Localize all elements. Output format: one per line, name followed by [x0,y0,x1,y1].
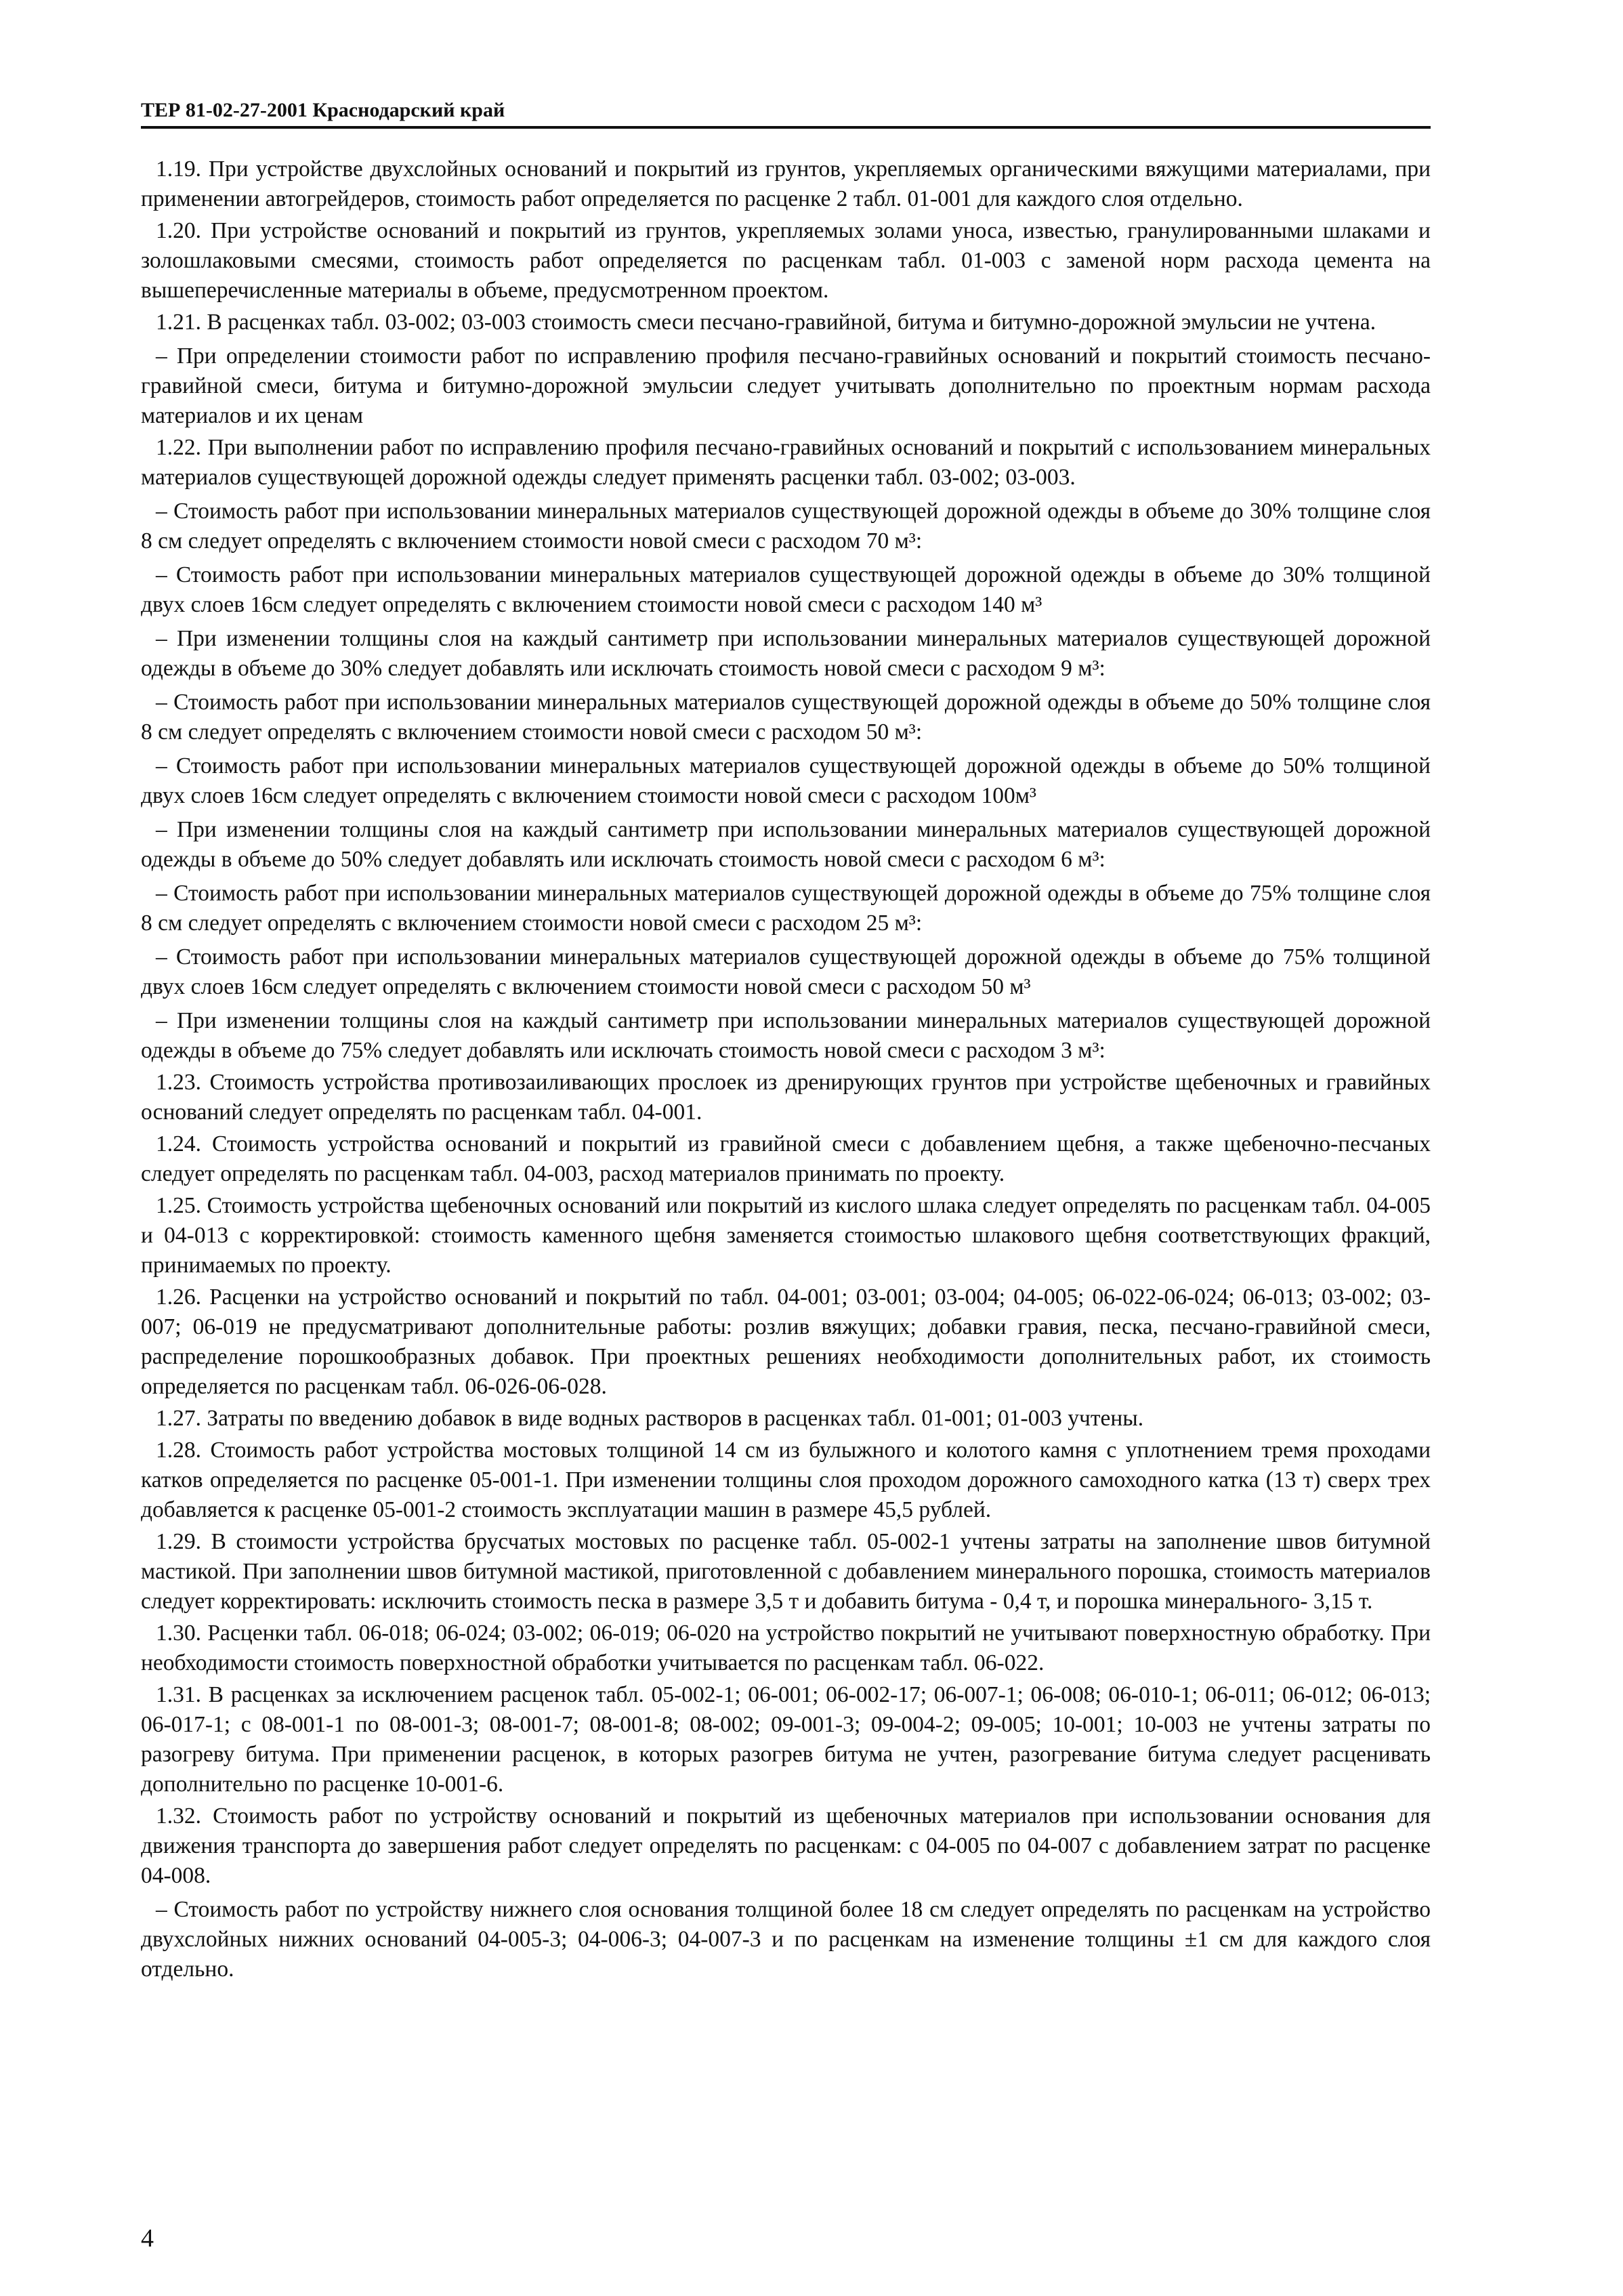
paragraph-1-23: 1.23. Стоимость устройства противозаиливающих прослоек из дренирующих грунтов при устройстве щебеночных и гравийных оснований следует определять по расценкам табл. 04-001. [141,1070,1431,1125]
paragraph-1-29: 1.29. В стоимости устройства брусчатых мостовых по расценке табл. 05-002-1 учтены затраты на заполнение швов битумной мастикой. При заполнении швов битумной мастикой, приготовленной с добавлением минерального порошка, стоимость материалов следует корректировать: исключить стоимость песка в размере 3,5 т и добавить битума - 0,4 т, и порошка минерального- 3,15 т. [141,1529,1431,1614]
dash-item: – Стоимость работ при использовании минеральных материалов существующей дорожной одежды в объеме до 30% толщине слоя 8 см следует определять с включением стоимости новой смеси с расходом 70 м³: [141,499,1431,554]
dash-item: – При изменении толщины слоя на каждый сантиметр при использовании минеральных материалов существующей дорожной одежды в объеме до 75% следует добавлять или исключать стоимость новой смеси с расходом 3 м³: [141,1008,1431,1063]
document-body [141,154,1431,1986]
page-number: 4 [141,2224,154,2253]
dash-item: – Стоимость работ при использовании минеральных материалов существующей дорожной одежды в объеме до 50% толщине слоя 8 см следует определять с включением стоимости новой смеси с расходом 50 м³: [141,690,1431,745]
dash-item: – Стоимость работ при использовании минеральных материалов существующей дорожной одежды в объеме до 75% толщиной двух слоев 16см следует определять с включением стоимости новой смеси с расходом 50 м³ [141,944,1431,999]
paragraph-1-27: 1.27. Затраты по введению добавок в виде водных растворов в расценках табл. 01-001; 01-003 учтены. [156,1406,1144,1431]
document-header: ТЕР 81-02-27-2001 Краснодарский край [141,99,505,121]
paragraph-1-25: 1.25. Стоимость устройства щебеночных оснований или покрытий из кислого шлака следует определять по расценкам табл. 04-005 и 04-013 с корректировкой: стоимость каменного щебня заменяется стоимостью шлакового щебня соответствующих фракций, принимаемых по проекту. [141,1193,1431,1278]
header-divider [141,126,1431,129]
paragraph-1-28: 1.28. Стоимость работ устройства мостовых толщиной 14 см из булыжного и колотого камня с уплотнением тремя проходами катков определяется по расценке 05-001-1. При изменении толщины слоя проходом дорожного самоходного катка (13 т) сверх трех добавляется к расценке 05-001-2 стоимость эксплуатации машин в размере 45,5 рублей. [141,1438,1431,1522]
dash-item: – Стоимость работ при использовании минеральных материалов существующей дорожной одежды в объеме до 75% толщине слоя 8 см следует определять с включением стоимости новой смеси с расходом 25 м³: [141,881,1431,936]
paragraph-1-31: 1.31. В расценках за исключением расценок табл. 05-002-1; 06-001; 06-002-17; 06-007-1; 06-008; 06-010-1; 06-011; 06-012; 06-013; 06-017-1; с 08-001-1 по 08-001-3; 08-001-7; 08-001-8; 08-002; 09-001-3; 09-004-2; 09-005; 10-001; 10-003 не учтены затраты по разогреву битума. При применении расценок, в которых разогрев битума не учтен, разогревание битума следует расценивать дополнительно по расценке 10-001-6. [141,1682,1431,1797]
paragraph-1-19: 1.19. При устройстве двухслойных оснований и покрытий из грунтов, укрепляемых органическими вяжущими материалами, при применении автогрейдеров, стоимость работ определяется по расценке 2 табл. 01-001 для каждого слоя отдельно. [141,156,1431,211]
dash-item: – При изменении толщины слоя на каждый сантиметр при использовании минеральных материалов существующей дорожной одежды в объеме до 30% следует добавлять или исключать стоимость новой смеси с расходом 9 м³: [141,626,1431,681]
paragraph-1-22: 1.22. При выполнении работ по исправлению профиля песчано-гравийных оснований и покрытий с использованием минеральных материалов существующей дорожной одежды следует применять расценки табл. 03-002; 03-003. [141,435,1431,490]
paragraph-1-20: 1.20. При устройстве оснований и покрытий из грунтов, укрепляемых золами уноса, известью, гранулированными шлаками и золошлаковыми смесями, стоимость работ определяется по расценкам табл. 01-003 с заменой норм расхода цемента на вышеперечисленные материалы в объеме, предусмотренном проектом. [141,218,1431,303]
dash-item: – Стоимость работ при использовании минеральных материалов существующей дорожной одежды в объеме до 50% толщиной двух слоев 16см следует определять с включением стоимости новой смеси с расходом 100м³ [141,753,1431,808]
dash-item: – Стоимость работ по устройству нижнего слоя основания толщиной более 18 см следует определять по расценкам на устройство двухслойных нижних оснований 04-005-3; 04-006-3; 04-007-3 и по расценкам на изменение толщины ±1 см для каждого слоя отдельно. [141,1897,1431,1982]
dash-item: – Стоимость работ при использовании минеральных материалов существующей дорожной одежды в объеме до 30% толщиной двух слоев 16см следует определять с включением стоимости новой смеси с расходом 140 м³ [141,562,1431,617]
paragraph-1-32: 1.32. Стоимость работ по устройству оснований и покрытий из щебеночных материалов при использовании основания для движения транспорта до завершения работ следует определять по расценкам: с 04-005 по 04-007 с добавлением затрат по расценке 04-008. [141,1803,1431,1888]
paragraph-1-24: 1.24. Стоимость устройства оснований и покрытий из гравийной смеси с добавлением щебня, а также щебеночно-песчаных следует определять по расценкам табл. 04-003, расход материалов принимать по проекту. [141,1131,1431,1186]
paragraph-1-21: 1.21. В расценках табл. 03-002; 03-003 стоимость смеси песчано-гравийной, битума и битумно-дорожной эмульсии не учтена. [156,310,1376,335]
dash-item: – При изменении толщины слоя на каждый сантиметр при использовании минеральных материалов существующей дорожной одежды в объеме до 50% следует добавлять или исключать стоимость новой смеси с расходом 6 м³: [141,817,1431,872]
paragraph-1-26: 1.26. Расценки на устройство оснований и покрытий по табл. 04-001; 03-001; 03-004; 04-005; 06-022-06-024; 06-013; 03-002; 03-007; 06-019 не предусматривают дополнительные работы: розлив вяжущих; добавки гравия, песка, песчано-гравийной смеси, распределение порошкообразных добавок. При проектных решениях необходимости дополнительных работ, их стоимость определяется по расценкам табл. 06-026-06-028. [141,1285,1431,1399]
dash-item: – При определении стоимости работ по исправлению профиля песчано-гравийных оснований и покрытий стоимость песчано-гравийной смеси, битума и битумно-дорожной эмульсии следует учитывать дополнительно по проектным нормам расхода материалов и их ценам [141,343,1431,428]
paragraph-1-30: 1.30. Расценки табл. 06-018; 06-024; 03-002; 06-019; 06-020 на устройство покрытий не учитывают поверхностную обработку. При необходимости стоимость поверхностной обработки учитывается по расценкам табл. 06-022. [141,1621,1431,1675]
